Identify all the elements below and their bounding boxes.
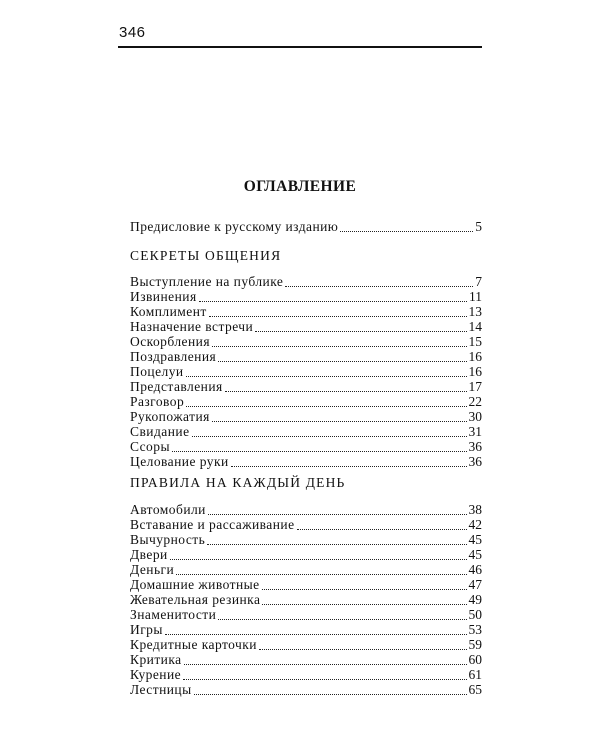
toc-entry-label: Деньги xyxy=(130,562,175,577)
toc-entry xyxy=(130,562,482,577)
dot-leader xyxy=(172,451,467,452)
toc-entry-page: 45 xyxy=(468,532,482,547)
dot-leader xyxy=(255,331,466,332)
toc-entry-page: 5 xyxy=(475,219,482,234)
toc-entry-page: 36 xyxy=(468,439,482,454)
dot-leader xyxy=(186,406,466,407)
dot-leader xyxy=(262,604,466,605)
toc-entry-page: 17 xyxy=(468,379,482,394)
toc-entry-page: 30 xyxy=(468,409,482,424)
dot-leader xyxy=(231,466,467,467)
toc-entry-label: Знаменитости xyxy=(130,607,217,622)
toc-entry-label: Домашние животные xyxy=(130,577,260,592)
dot-leader xyxy=(170,559,467,560)
dot-leader xyxy=(183,679,466,680)
toc-entry xyxy=(130,409,482,424)
toc-entry-page: 14 xyxy=(468,319,482,334)
dot-leader xyxy=(285,286,473,287)
toc-entry-label: Разговор xyxy=(130,394,185,409)
toc-entry-label: Вычурность xyxy=(130,532,206,547)
toc-entry xyxy=(130,424,482,439)
dot-leader xyxy=(165,634,467,635)
toc-entry xyxy=(130,517,482,532)
toc-entry xyxy=(130,622,482,637)
toc-entry-page: 13 xyxy=(468,304,482,319)
dot-leader xyxy=(297,529,467,530)
toc-entry xyxy=(130,304,482,319)
toc-entry-label: Ссоры xyxy=(130,439,170,454)
toc-entry xyxy=(130,607,482,622)
toc-entry xyxy=(130,319,482,334)
toc-entry-label: Вставание и рассаживание xyxy=(130,517,295,532)
toc-entry-page: 53 xyxy=(468,622,482,637)
toc-entry xyxy=(130,274,482,289)
dot-leader xyxy=(176,574,466,575)
section-heading-everyday-rules: ПРАВИЛА НА КАЖДЫЙ ДЕНЬ xyxy=(130,475,346,490)
toc-entry-page: 16 xyxy=(468,349,482,364)
toc-entry xyxy=(130,577,482,592)
dot-leader xyxy=(194,694,467,695)
toc-entry-label: Рукопожатия xyxy=(130,409,210,424)
toc-entry-page: 38 xyxy=(468,502,482,517)
dot-leader xyxy=(208,514,467,515)
toc-entry-label: Двери xyxy=(130,547,168,562)
header-rule xyxy=(118,46,482,48)
toc-entry xyxy=(130,289,482,304)
toc-entry-page: 46 xyxy=(468,562,482,577)
toc-title: ОГЛАВЛЕНИЕ xyxy=(243,178,357,195)
toc-entry xyxy=(130,547,482,562)
toc-entry-page: 60 xyxy=(468,652,482,667)
toc-entry-label: Целование руки xyxy=(130,454,229,469)
toc-entry-label: Лестницы xyxy=(130,682,192,697)
toc-entry-page: 31 xyxy=(468,424,482,439)
toc-entry-label: Представления xyxy=(130,379,223,394)
toc-entry-page: 65 xyxy=(468,682,482,697)
toc-entry-label: Игры xyxy=(130,622,163,637)
dot-leader xyxy=(262,589,467,590)
dot-leader xyxy=(207,544,466,545)
toc-entry xyxy=(130,349,482,364)
toc-entry-label: Поцелуи xyxy=(130,364,184,379)
toc-entry-label: Кредитные карточки xyxy=(130,637,257,652)
toc-entry-label: Оскорбления xyxy=(130,334,210,349)
toc-entry xyxy=(130,532,482,547)
toc-entry xyxy=(130,652,482,667)
dot-leader xyxy=(184,664,467,665)
toc-entry-page: 42 xyxy=(468,517,482,532)
dot-leader xyxy=(212,421,467,422)
toc-entry-page: 11 xyxy=(469,289,482,304)
toc-entry xyxy=(130,379,482,394)
dot-leader xyxy=(218,361,466,362)
dot-leader xyxy=(259,649,467,650)
toc-entry xyxy=(130,364,482,379)
toc-entry xyxy=(130,454,482,469)
toc-entry-page: 47 xyxy=(468,577,482,592)
dot-leader xyxy=(212,346,467,347)
toc-entry-label: Жевательная резинка xyxy=(130,592,261,607)
toc-entry-page: 36 xyxy=(468,454,482,469)
toc-entry-label: Выступление на публике xyxy=(130,274,284,289)
toc-entry-page: 59 xyxy=(468,637,482,652)
toc-entry xyxy=(130,502,482,517)
toc-entry-label: Автомобили xyxy=(130,502,206,517)
toc-entry xyxy=(130,592,482,607)
toc-entry xyxy=(130,667,482,682)
toc-entry-page: 50 xyxy=(468,607,482,622)
toc-entry-page: 22 xyxy=(468,394,482,409)
toc-entry xyxy=(130,637,482,652)
dot-leader xyxy=(192,436,467,437)
toc-entry-label: Извинения xyxy=(130,289,197,304)
toc-entry-label: Свидание xyxy=(130,424,190,439)
toc-entry-label: Курение xyxy=(130,667,182,682)
toc-entry-page: 45 xyxy=(468,547,482,562)
dot-leader xyxy=(209,316,467,317)
toc-entry-label: Комплимент xyxy=(130,304,207,319)
dot-leader xyxy=(199,301,467,302)
dot-leader xyxy=(225,391,467,392)
toc-entry-page: 7 xyxy=(475,274,482,289)
toc-entry xyxy=(130,334,482,349)
toc-entry-page: 49 xyxy=(468,592,482,607)
section-heading-communication: СЕКРЕТЫ ОБЩЕНИЯ xyxy=(130,248,282,263)
toc-entry xyxy=(130,682,482,697)
toc-entry-label: Предисловие к русскому изданию xyxy=(130,219,339,234)
dot-leader xyxy=(218,619,466,620)
page-number: 346 xyxy=(119,24,146,41)
toc-entry-page: 16 xyxy=(468,364,482,379)
toc-entry-preface xyxy=(130,219,482,234)
dot-leader xyxy=(186,376,467,377)
toc-entry-page: 15 xyxy=(468,334,482,349)
toc-entry-label: Критика xyxy=(130,652,182,667)
toc-entry xyxy=(130,439,482,454)
toc-entry-label: Назначение встречи xyxy=(130,319,254,334)
toc-entry-page: 61 xyxy=(468,667,482,682)
toc-entry xyxy=(130,394,482,409)
toc-entry-label: Поздравления xyxy=(130,349,217,364)
dot-leader xyxy=(340,231,473,232)
